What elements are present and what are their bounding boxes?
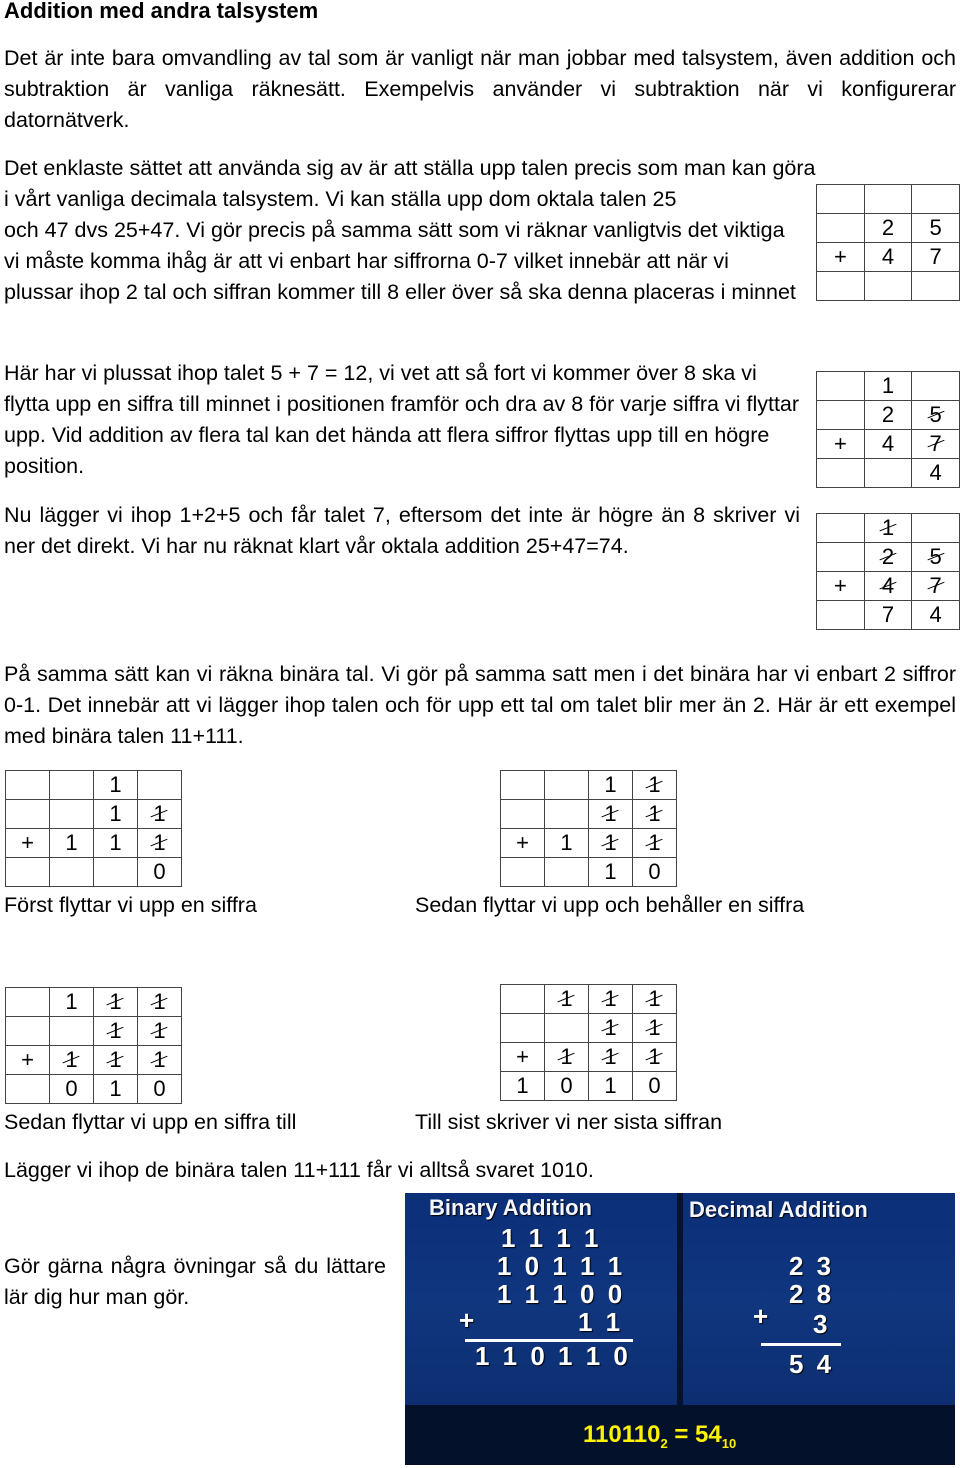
grid-digit: 1: [604, 1044, 617, 1069]
grid-digit: 0: [153, 1076, 166, 1101]
grid-row: [501, 800, 677, 829]
grid-cell: [864, 430, 912, 459]
grid-cell: [501, 858, 545, 887]
grid-digit: 1: [153, 830, 166, 855]
grid-digit: 7: [929, 573, 942, 598]
grid-digit: 2: [881, 544, 895, 569]
grid-cell: [94, 829, 138, 858]
paragraph-2-line-1: Det enklaste sättet att använda sig av är att ställa upp talen precis som man kan göra: [4, 156, 816, 180]
grid-cell: [912, 459, 960, 488]
grid-cell: [589, 800, 633, 829]
grid-digit: 1: [604, 1073, 617, 1098]
paragraph-5: På samma sätt kan vi räkna binära tal. Vi gör på samma satt men i det binära har vi enbart 2 siffror 0-1. Det innebär att vi lägger ihop talen och för upp ett tal om talet blir mer än 2. Här är ett exempel med binära talen 11+111.: [4, 662, 956, 748]
grid-cell: [633, 800, 677, 829]
addition-example-image: [405, 1193, 955, 1465]
grid-digit: +: [21, 1047, 34, 1072]
grid-cell: [817, 543, 865, 572]
caption-step-3: Sedan flyttar vi upp en siffra till: [4, 1110, 297, 1134]
grid-row: [817, 243, 960, 272]
grid-cell: [589, 985, 633, 1014]
grid-cell: [912, 272, 960, 301]
grid-cell: [94, 771, 138, 800]
grid-digit: 1: [648, 772, 661, 797]
grid-cell: [545, 829, 589, 858]
grid-cell: [817, 272, 865, 301]
grid-digit: 7: [929, 431, 942, 456]
grid-row: [6, 1046, 182, 1075]
grid-cell: [6, 988, 50, 1017]
grid-cell: [545, 858, 589, 887]
grid-cell: [912, 514, 960, 543]
paragraph-7: Gör gärna några övningar så du lättare lär dig hur man gör.: [4, 1254, 386, 1309]
decimal-sum-line: [761, 1343, 841, 1346]
grid-cell: [50, 988, 94, 1017]
grid-cell: [94, 1075, 138, 1104]
grid-cell: [817, 372, 865, 401]
grid-cell: [589, 1014, 633, 1043]
paragraph-4: Nu lägger vi ihop 1+2+5 och får talet 7, eftersom det inte är högre än 8 skriver vi ner det direkt. Vi har nu räknat klart vår oktala addition 25+47=74.: [4, 503, 800, 558]
grid-cell: [501, 985, 545, 1014]
page-title: Addition med andra talsystem: [4, 0, 319, 23]
grid-cell: [501, 1072, 545, 1101]
grid-cell: [501, 800, 545, 829]
grid-cell: [138, 858, 182, 887]
grid-digit: 1: [604, 859, 617, 884]
grid-cell: [633, 985, 677, 1014]
grid-cell: [94, 800, 138, 829]
grid-cell: [912, 430, 960, 459]
grid-cell: [545, 985, 589, 1014]
grid-digit: 4: [929, 460, 942, 485]
grid-cell: [912, 214, 960, 243]
grid-cell: [633, 1072, 677, 1101]
grid-digit: 0: [560, 1073, 573, 1098]
decimal-row-3: 3: [813, 1309, 831, 1339]
grid-cell: [864, 543, 912, 572]
decimal-row-2: 2 8: [789, 1279, 835, 1309]
grid-cell: [589, 771, 633, 800]
grid-cell: [864, 372, 912, 401]
paragraph-6: Lägger vi ihop de binära talen 11+111 får vi alltså svaret 1010.: [4, 1158, 594, 1182]
grid-cell: [6, 800, 50, 829]
grid-cell: [864, 243, 912, 272]
grid-cell: [817, 401, 865, 430]
grid-digit: 1: [560, 830, 573, 855]
grid-digit: 1: [881, 373, 895, 398]
grid-cell: [138, 1017, 182, 1046]
grid-cell: [545, 1014, 589, 1043]
grid-cell: [912, 372, 960, 401]
grid-cell: [501, 771, 545, 800]
grid-cell: [817, 430, 865, 459]
grid-cell: [94, 988, 138, 1017]
grid-cell: [50, 800, 94, 829]
grid-row: [6, 1075, 182, 1104]
caption-step-4: Till sist skriver vi ner sista siffran: [415, 1110, 723, 1134]
equation-decimal-base: 10: [721, 1435, 737, 1451]
grid-cell: [589, 829, 633, 858]
grid-row: [501, 771, 677, 800]
grid-cell: [817, 185, 865, 214]
grid-row: [817, 430, 960, 459]
grid-cell: [50, 1017, 94, 1046]
grid-cell: [864, 272, 912, 301]
grid-row: [501, 829, 677, 858]
grid-digit: 5: [929, 402, 942, 427]
grid-cell: [817, 214, 865, 243]
grid-cell: [817, 514, 865, 543]
grid-row: [6, 771, 182, 800]
grid-digit: 1: [604, 986, 617, 1011]
grid-cell: [912, 185, 960, 214]
grid-row: [817, 214, 960, 243]
binary-row-2: 1 0 1 1 1: [497, 1251, 626, 1281]
grid-row: [817, 514, 960, 543]
grid-cell: [864, 514, 912, 543]
grid-row: [6, 829, 182, 858]
grid-row: [501, 1072, 677, 1101]
grid-digit: 0: [65, 1076, 78, 1101]
equation-decimal: = 54: [667, 1421, 722, 1448]
paragraph-2-rest: och 47 dvs 25+47. Vi gör precis på samma sätt som vi räknar vanligtvis det viktiga vi måste komma ihåg är att vi enbart har siffrorna 0-7 vilket innebär att när vi plussar ihop 2 tal och siffran kommer till 8 eller över så ska denna placeras i minnet: [4, 218, 796, 304]
grid-cell: [6, 771, 50, 800]
grid-digit: 1: [648, 1044, 661, 1069]
grid-cell: [912, 401, 960, 430]
grid-digit: 4: [929, 602, 942, 627]
grid-digit: 1: [65, 989, 78, 1014]
grid-row: [817, 459, 960, 488]
octal-grid-2: [816, 371, 960, 488]
grid-cell: [138, 1075, 182, 1104]
grid-cell: [50, 858, 94, 887]
grid-cell: [138, 771, 182, 800]
result-equation: [583, 1421, 736, 1451]
grid-cell: [864, 401, 912, 430]
grid-cell: [6, 1075, 50, 1104]
grid-row: [817, 372, 960, 401]
grid-cell: [589, 1043, 633, 1072]
grid-digit: 1: [109, 1018, 122, 1043]
binary-grid-2: [500, 770, 677, 887]
grid-cell: [94, 858, 138, 887]
binary-grid-1: [5, 770, 182, 887]
grid-cell: [589, 1072, 633, 1101]
grid-digit: 1: [604, 801, 617, 826]
grid-digit: 1: [109, 1076, 122, 1101]
grid-cell: [589, 858, 633, 887]
grid-cell: [817, 243, 865, 272]
grid-digit: 1: [65, 830, 78, 855]
grid-cell: [138, 1046, 182, 1075]
grid-row: [817, 572, 960, 601]
grid-cell: [633, 1014, 677, 1043]
grid-cell: [912, 543, 960, 572]
binary-grid-3: [5, 987, 182, 1104]
grid-digit: 1: [604, 830, 617, 855]
grid-cell: [633, 858, 677, 887]
grid-digit: 0: [648, 1073, 661, 1098]
grid-cell: [817, 601, 865, 630]
octal-grid-3: [816, 513, 960, 630]
grid-row: [501, 985, 677, 1014]
grid-cell: [6, 829, 50, 858]
grid-digit: 5: [929, 544, 942, 569]
grid-row: [817, 543, 960, 572]
grid-row: [501, 1043, 677, 1072]
grid-cell: [912, 601, 960, 630]
grid-digit: 1: [604, 1015, 617, 1040]
grid-cell: [50, 771, 94, 800]
grid-cell: [633, 771, 677, 800]
grid-digit: 1: [648, 801, 661, 826]
grid-cell: [6, 858, 50, 887]
binary-row-4: 1 1: [578, 1307, 624, 1337]
grid-digit: 1: [109, 830, 122, 855]
intro-paragraph: Det är inte bara omvandling av tal som är vanligt när man jobbar med talsystem, även addition och subtraktion är vanliga räknesätt. Exempelvis använder vi subtraktion när vi konfigurerar datornätverk.: [4, 46, 956, 132]
grid-digit: 5: [929, 215, 942, 240]
grid-digit: 1: [648, 986, 661, 1011]
grid-cell: [912, 243, 960, 272]
grid-row: [6, 858, 182, 887]
grid-digit: 1: [648, 1015, 661, 1040]
grid-cell: [501, 1014, 545, 1043]
caption-step-2: Sedan flyttar vi upp och behåller en siffra: [415, 893, 805, 917]
binary-row-3: 1 1 1 0 0: [497, 1279, 626, 1309]
grid-digit: 1: [65, 1047, 78, 1072]
grid-cell: [912, 572, 960, 601]
grid-digit: 1: [153, 1018, 166, 1043]
grid-cell: [94, 1017, 138, 1046]
paragraph-3: Här har vi plussat ihop talet 5 + 7 = 12, vi vet att så fort vi kommer över 8 ska vi flytta upp en siffra till minnet i positionen framför och dra av 8 för varje siffra vi flyttar upp. Vid addition av flera tal kan det hända att flera siffror flyttas upp till en högre position.: [4, 361, 800, 478]
grid-cell: [864, 572, 912, 601]
grid-cell: [138, 988, 182, 1017]
grid-digit: 7: [929, 244, 942, 269]
grid-cell: [817, 459, 865, 488]
grid-row: [501, 858, 677, 887]
grid-cell: [864, 601, 912, 630]
decimal-header: Decimal Addition: [689, 1197, 868, 1222]
grid-digit: 2: [881, 402, 895, 427]
grid-cell: [817, 572, 865, 601]
grid-cell: [545, 800, 589, 829]
grid-digit: 1: [153, 1047, 166, 1072]
grid-digit: 1: [604, 772, 617, 797]
grid-digit: 4: [881, 244, 895, 269]
grid-cell: [50, 1046, 94, 1075]
grid-cell: [50, 829, 94, 858]
grid-digit: 1: [560, 986, 573, 1011]
grid-digit: 0: [648, 859, 661, 884]
grid-digit: 1: [153, 801, 166, 826]
grid-row: [6, 1017, 182, 1046]
grid-cell: [6, 1017, 50, 1046]
grid-digit: 7: [881, 602, 895, 627]
grid-cell: [94, 1046, 138, 1075]
binary-header: Binary Addition: [429, 1195, 592, 1220]
grid-digit: 1: [109, 1047, 122, 1072]
grid-row: [817, 272, 960, 301]
grid-cell: [545, 1072, 589, 1101]
grid-cell: [545, 771, 589, 800]
caption-step-1: Först flyttar vi upp en siffra: [4, 893, 257, 917]
grid-digit: +: [833, 431, 847, 456]
grid-digit: 0: [153, 859, 166, 884]
binary-result: 1 1 0 1 1 0: [475, 1341, 631, 1371]
decimal-plus: +: [753, 1301, 772, 1331]
grid-cell: [633, 829, 677, 858]
grid-digit: 1: [516, 1073, 529, 1098]
grid-digit: 1: [153, 989, 166, 1014]
grid-digit: 2: [881, 215, 895, 240]
grid-row: [817, 401, 960, 430]
grid-digit: +: [516, 830, 529, 855]
decimal-row-1: 2 3: [789, 1251, 835, 1281]
grid-digit: +: [833, 573, 847, 598]
grid-row: [6, 988, 182, 1017]
grid-cell: [501, 829, 545, 858]
grid-cell: [864, 459, 912, 488]
grid-cell: [138, 800, 182, 829]
octal-grid-1: [816, 184, 960, 301]
grid-row: [6, 800, 182, 829]
grid-digit: 1: [560, 1044, 573, 1069]
decimal-result: 5 4: [789, 1349, 835, 1379]
binary-row-1: 1 1 1 1: [501, 1223, 602, 1253]
paragraph-2-line-2: i vårt vanliga decimala talsystem. Vi kan ställa upp dom oktala talen 25: [4, 187, 677, 211]
grid-digit: 4: [881, 573, 895, 598]
grid-cell: [864, 214, 912, 243]
grid-digit: 1: [648, 830, 661, 855]
grid-row: [501, 1014, 677, 1043]
binary-grid-4: [500, 984, 677, 1101]
grid-digit: 1: [881, 515, 895, 540]
grid-digit: 4: [881, 431, 895, 456]
equation-binary: 110110: [583, 1421, 661, 1448]
grid-digit: +: [833, 244, 847, 269]
grid-cell: [501, 1043, 545, 1072]
grid-row: [817, 601, 960, 630]
grid-digit: +: [21, 830, 34, 855]
grid-cell: [545, 1043, 589, 1072]
grid-cell: [138, 829, 182, 858]
grid-row: [817, 185, 960, 214]
binary-plus: +: [459, 1305, 478, 1335]
equation-binary-base: 2: [660, 1435, 668, 1451]
grid-digit: +: [516, 1044, 529, 1069]
grid-cell: [633, 1043, 677, 1072]
grid-cell: [864, 185, 912, 214]
grid-digit: 1: [109, 772, 122, 797]
grid-cell: [50, 1075, 94, 1104]
grid-digit: 1: [109, 801, 122, 826]
grid-digit: 1: [109, 989, 122, 1014]
grid-cell: [6, 1046, 50, 1075]
